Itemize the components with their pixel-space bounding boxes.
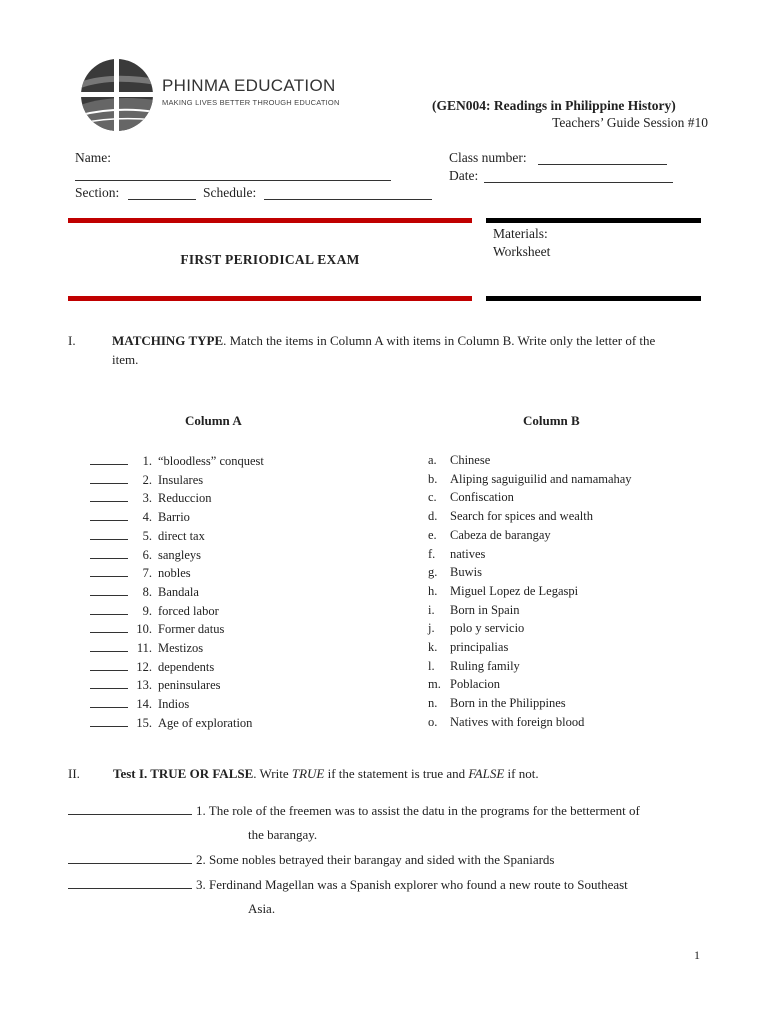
column-a-item xyxy=(90,582,199,600)
item-number: 5. xyxy=(142,528,152,543)
item-number: 1. xyxy=(142,454,152,468)
answer-blank[interactable] xyxy=(90,451,128,465)
answer-blank[interactable] xyxy=(90,657,128,671)
item-text: Indios xyxy=(158,697,190,712)
item-text: principalias xyxy=(450,640,509,654)
true-false-item xyxy=(68,875,694,894)
session-label: Teachers’ Guide Session #10 xyxy=(552,115,708,130)
item-letter: k. xyxy=(428,640,438,654)
item-statement: The role of the freemen was to assist the datu in the programs for the betterment of xyxy=(208,803,640,818)
item-number: 4. xyxy=(142,510,152,525)
item-text: Confiscation xyxy=(450,490,514,505)
item-letter: n. xyxy=(428,696,438,711)
item-text: Search for spices and wealth xyxy=(450,509,593,524)
class-number-label: Class number: xyxy=(449,150,527,165)
answer-blank[interactable] xyxy=(90,638,128,652)
column-a-item xyxy=(90,526,205,544)
materials-label: Materials: xyxy=(493,226,548,241)
schedule-field[interactable] xyxy=(264,199,432,200)
item-text: Born in the Philippines xyxy=(450,696,566,711)
item-statement-continued: Asia. xyxy=(248,901,276,916)
part1-instructions-line1: . Match the items in Column A with items in Column B. Write only the letter of the xyxy=(223,333,656,348)
item-text: forced labor xyxy=(158,603,219,618)
part1-heading: MATCHING TYPE xyxy=(112,333,224,348)
part2-instr-b: if the statement is true and xyxy=(324,766,469,781)
item-text: direct tax xyxy=(158,528,205,543)
item-text: Chinese xyxy=(450,453,491,467)
answer-blank[interactable] xyxy=(90,713,128,727)
item-text: Age of exploration xyxy=(158,715,253,730)
part1-instructions-line2: item. xyxy=(112,352,139,367)
black-divider-top xyxy=(486,218,701,223)
column-a-item xyxy=(90,713,252,731)
item-statement-continued: the barangay. xyxy=(248,827,318,842)
red-divider-bottom xyxy=(68,296,472,301)
item-text: Aliping saguiguilid and namamahay xyxy=(450,471,632,486)
name-field[interactable] xyxy=(75,180,391,181)
item-letter: c. xyxy=(428,490,437,505)
name-label: Name: xyxy=(75,150,111,165)
answer-blank[interactable] xyxy=(90,675,128,689)
answer-blank[interactable] xyxy=(90,619,128,633)
item-number: 9. xyxy=(142,603,152,618)
item-number: 13. xyxy=(136,678,152,693)
column-b-item xyxy=(428,488,514,506)
item-text: polo y servicio xyxy=(450,621,525,636)
column-b-item xyxy=(428,619,524,637)
item-text: Ruling family xyxy=(450,658,520,673)
column-a-item xyxy=(90,470,203,488)
column-a-item xyxy=(90,619,224,637)
item-letter: j. xyxy=(428,621,435,636)
column-b-item xyxy=(428,675,500,693)
item-letter: m. xyxy=(428,677,441,692)
item-text: Former datus xyxy=(158,622,225,637)
item-text: Buwis xyxy=(450,565,482,580)
exam-title: FIRST PERIODICAL EXAM xyxy=(180,252,360,267)
item-letter: b. xyxy=(428,471,438,486)
column-a-item xyxy=(90,488,211,506)
item-letter: h. xyxy=(428,583,438,598)
item-number: 15. xyxy=(136,715,152,730)
item-text: Insulares xyxy=(158,472,204,487)
column-a-item xyxy=(90,507,190,525)
column-a-item xyxy=(90,451,264,469)
column-a-item xyxy=(90,638,203,656)
item-statement: Some nobles betrayed their barangay and sided with the Spaniards xyxy=(209,852,555,867)
item-letter: g. xyxy=(428,565,438,580)
item-number: 2. xyxy=(142,472,152,487)
section-field[interactable] xyxy=(128,199,196,200)
item-text: Born in Spain xyxy=(450,602,520,617)
answer-blank[interactable] xyxy=(90,470,128,484)
answer-blank[interactable] xyxy=(90,545,128,559)
answer-blank[interactable] xyxy=(90,582,128,596)
column-b-item xyxy=(428,601,519,619)
red-divider-top xyxy=(68,218,472,223)
column-b-item xyxy=(428,713,584,731)
item-number: 7. xyxy=(142,566,152,581)
item-text: dependents xyxy=(158,659,215,674)
column-b-item xyxy=(428,582,578,600)
item-letter: i. xyxy=(428,602,435,617)
phinma-logo xyxy=(78,56,156,134)
column-a-item xyxy=(90,657,214,675)
brand-tagline: MAKING LIVES BETTER THROUGH EDUCATION xyxy=(162,98,340,107)
answer-blank[interactable] xyxy=(90,507,128,521)
column-b-item xyxy=(428,638,508,656)
column-b-item xyxy=(428,526,551,544)
item-text: nobles xyxy=(158,566,191,581)
item-number: 12. xyxy=(136,659,152,674)
item-letter: a. xyxy=(428,453,437,467)
brand-name: PHINMA EDUCATION xyxy=(162,76,336,95)
item-letter: l. xyxy=(428,658,435,673)
item-text: “bloodless” conquest xyxy=(158,454,264,468)
item-text: Reduccion xyxy=(158,491,212,506)
item-text: Natives with foreign blood xyxy=(450,714,585,729)
column-b-item xyxy=(428,694,566,712)
item-number: 3. xyxy=(142,491,152,506)
true-false-item xyxy=(68,801,694,820)
part2-numeral: II. xyxy=(68,766,80,781)
column-a-item xyxy=(90,694,189,712)
answer-blank[interactable] xyxy=(90,601,128,615)
page-number: 1 xyxy=(694,948,700,962)
column-a-item xyxy=(90,675,220,693)
item-number: 8. xyxy=(142,584,152,599)
answer-blank[interactable] xyxy=(90,563,128,577)
answer-blank[interactable] xyxy=(68,875,192,889)
answer-blank[interactable] xyxy=(90,526,128,540)
item-number: 11. xyxy=(136,641,152,655)
schedule-label: Schedule: xyxy=(203,185,257,200)
column-a-item xyxy=(90,563,191,581)
item-text: sangleys xyxy=(158,547,202,562)
column-b-item xyxy=(428,451,490,469)
item-number: 1. xyxy=(196,803,206,818)
column-b-item xyxy=(428,507,593,525)
column-a-item xyxy=(90,601,219,619)
column-b-item xyxy=(428,470,632,488)
part2-heading: Test I. TRUE OR FALSE xyxy=(113,766,254,781)
item-number: 14. xyxy=(136,697,152,712)
item-text: Cabeza de barangay xyxy=(450,527,551,542)
part2-instructions xyxy=(113,764,539,783)
date-field[interactable] xyxy=(484,182,673,183)
part2-true-word: TRUE xyxy=(291,766,325,781)
item-number: 6. xyxy=(142,547,152,562)
column-b-item xyxy=(428,545,485,563)
answer-blank[interactable] xyxy=(68,850,192,864)
part1-numeral: I. xyxy=(68,333,76,348)
black-divider-bottom xyxy=(486,296,701,301)
item-text: Mestizos xyxy=(158,641,204,655)
column-b-item xyxy=(428,563,482,581)
column-b-header: Column B xyxy=(523,413,580,428)
column-a-header: Column A xyxy=(185,413,242,428)
item-text: Poblacion xyxy=(450,677,500,692)
answer-blank[interactable] xyxy=(90,694,128,708)
item-number: 10. xyxy=(136,622,152,637)
item-letter: o. xyxy=(428,714,438,729)
course-title: (GEN004: Readings in Philippine History) xyxy=(432,98,676,113)
item-statement: Ferdinand Magellan was a Spanish explorer who found a new route to Southeast xyxy=(209,877,628,892)
part2-false-word: FALSE xyxy=(468,766,505,781)
part1-instructions xyxy=(112,331,702,350)
item-text: Bandala xyxy=(158,584,199,599)
answer-blank[interactable] xyxy=(90,488,128,502)
item-text: peninsulares xyxy=(158,678,221,693)
part2-instr-c: if not. xyxy=(504,766,539,781)
item-letter: e. xyxy=(428,527,437,542)
item-text: Miguel Lopez de Legaspi xyxy=(450,583,579,598)
column-b-item xyxy=(428,657,520,675)
item-text: natives xyxy=(450,546,486,561)
item-number: 3. xyxy=(196,877,206,892)
materials-value: Worksheet xyxy=(493,244,551,259)
item-letter: f. xyxy=(428,546,436,561)
date-label: Date: xyxy=(449,168,479,183)
column-a-item xyxy=(90,545,201,563)
class-number-field[interactable] xyxy=(538,164,667,165)
part2-instr-a: . Write xyxy=(253,766,292,781)
item-number: 2. xyxy=(196,852,206,867)
section-label: Section: xyxy=(75,185,120,200)
true-false-item xyxy=(68,850,694,869)
item-text: Barrio xyxy=(158,510,190,525)
answer-blank[interactable] xyxy=(68,801,192,815)
item-letter: d. xyxy=(428,509,438,524)
